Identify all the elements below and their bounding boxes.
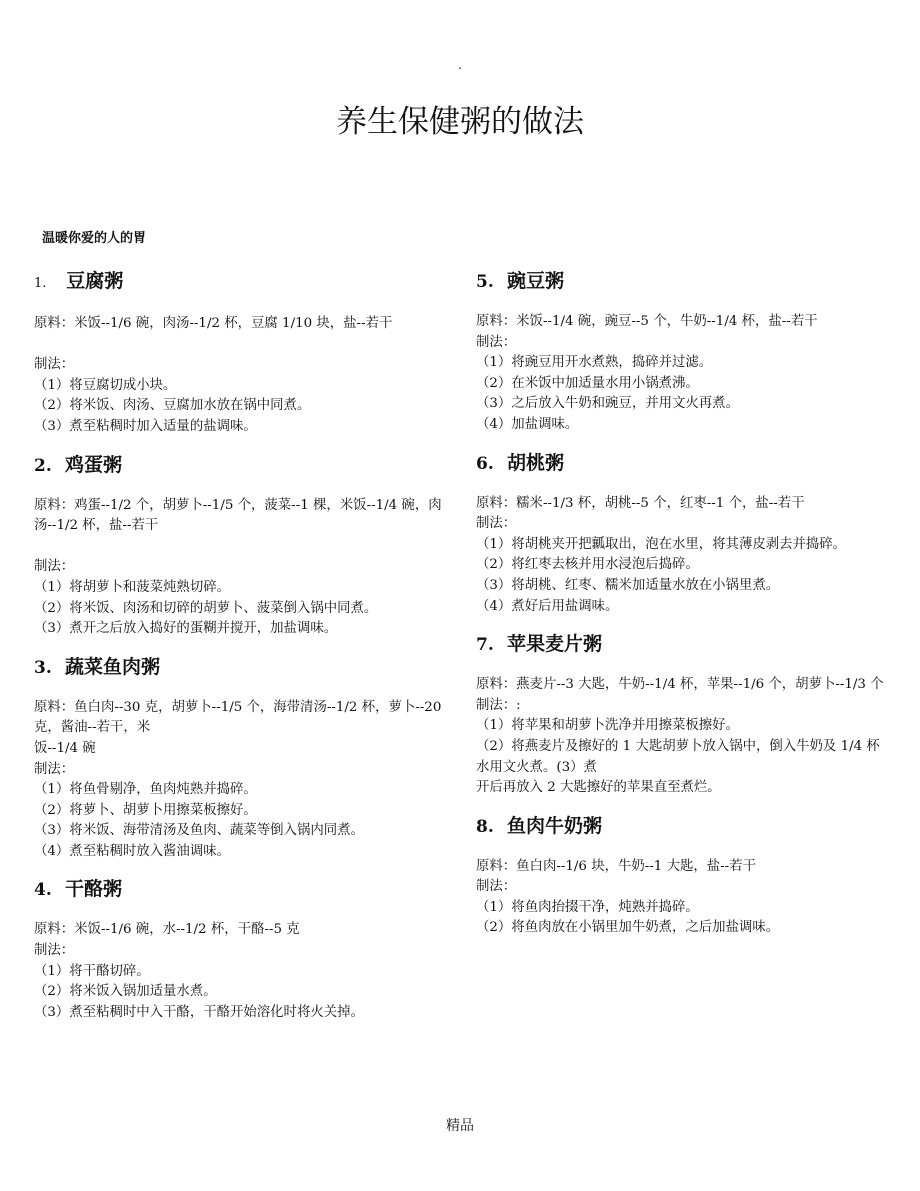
method-label: 制法： [34, 357, 75, 373]
method-label: 制法：: [476, 697, 521, 713]
recipe-heading [34, 876, 449, 903]
page-subtitle: 温暖你爱的人的胃 [42, 231, 147, 246]
recipe-step: （2）将米饭、肉汤和切碎的胡萝卜、菠菜倒入锅中同煮。 [34, 600, 378, 616]
recipe-number: 5. [476, 272, 494, 292]
recipe-step: （4）煮至粘稠时放入酱油调味。 [34, 843, 230, 859]
recipe-number: 4. [34, 880, 52, 901]
recipe-number: 1. [34, 276, 47, 291]
recipe-step: （3）将米饭、海带清汤及鱼肉、蔬菜等倒入锅内同煮。 [34, 823, 364, 839]
recipe-ingredients: 原料：鸡蛋--1/2 个，胡萝卜--1/5 个，菠菜--1 棵，米饭--1/4 碗，肉汤--1/2 杯，盐--若干 [34, 497, 442, 534]
recipe-name: 鱼肉牛奶粥 [506, 814, 602, 837]
method-label: 制法： [476, 516, 517, 532]
recipe-heading [34, 452, 449, 479]
recipe-heading [476, 268, 888, 295]
recipe-cheese [34, 876, 449, 1023]
recipe-fish-milk [476, 813, 888, 939]
recipe-step: （1）将胡桃夹开把瓤取出，泡在水里，将其薄皮剥去并捣碎。 [476, 536, 847, 552]
recipe-walnut [476, 450, 888, 618]
recipe-step: 开后再放入 2 大匙擦好的苹果直至煮烂。 [476, 780, 721, 796]
recipe-ingredients: 原料：燕麦片--3 大匙，牛奶--1/4 杯，苹果--1/6 个，胡萝卜--1/3 个 [476, 677, 884, 693]
recipe-heading [476, 813, 888, 840]
recipe-step: （3）煮至粘稠时加入适量的盐调味。 [34, 418, 257, 434]
recipe-step: （4）煮好后用盐调味。 [476, 598, 619, 614]
recipe-step: （2）将米饭、肉汤、豆腐加水放在锅中同煮。 [34, 398, 311, 414]
recipe-name: 蔬菜鱼肉粥 [64, 655, 160, 678]
recipe-ingredients: 原料：米饭--1/4 碗，豌豆--5 个，牛奶--1/4 杯，盐--若干 [476, 314, 818, 329]
recipe-number: 8. [476, 816, 494, 837]
method-label: 制法： [34, 761, 75, 777]
recipe-name: 豆腐粥 [66, 270, 124, 292]
recipe-step: （3）煮至粘稠时中入干酪，干酪开始溶化时将火关掉。 [34, 1004, 364, 1020]
recipe-name: 豌豆粥 [506, 270, 564, 292]
recipe-heading [34, 654, 449, 681]
recipe-step: （1）将鱼肉抬掇干净，炖熟并捣碎。 [476, 899, 699, 915]
right-column [476, 268, 888, 939]
recipe-ingredients: 原料：米饭--1/6 碗，肉汤--1/2 杯，豆腐 1/10 块，盐--若干 [34, 316, 393, 331]
recipe-tofu [34, 268, 449, 438]
recipe-heading [476, 631, 888, 658]
recipe-step: （2）将米饭入锅加适量水煮。 [34, 984, 217, 1000]
header-mark: . [458, 58, 462, 72]
recipe-name: 苹果麦片粥 [506, 633, 602, 656]
page-title: 养生保健粥的做法 [336, 104, 584, 140]
recipe-step: （1）将豆腐切成小块。 [34, 377, 177, 393]
recipe-name: 胡桃粥 [506, 451, 564, 474]
recipe-name: 鸡蛋粥 [64, 453, 122, 476]
recipe-step: （1）将干酪切碎。 [34, 963, 150, 979]
recipe-step: （1）将鱼骨剔净，鱼肉炖熟并捣碎。 [34, 782, 257, 798]
recipe-heading [34, 268, 449, 297]
recipe-step: （2）将萝卜、胡萝卜用擦菜板擦好。 [34, 802, 257, 818]
recipe-ingredients-cont: 饭--1/4 碗 [34, 740, 96, 756]
method-label: 制法： [34, 943, 75, 959]
recipe-step: （3）之后放入牛奶和豌豆，并用文火再煮。 [476, 396, 739, 412]
recipe-apple-oat [476, 631, 888, 799]
recipe-ingredients: 原料：鱼白肉--1/6 块，牛奶--1 大匙，盐--若干 [476, 858, 756, 874]
recipe-step: （3）将胡桃、红枣、糯米加适量水放在小锅里煮。 [476, 577, 780, 593]
recipe-vegetable-fish [34, 654, 449, 863]
recipe-ingredients: 原料：糯米--1/3 杯，胡桃--5 个，红枣--1 个，盐--若干 [476, 495, 805, 511]
method-label: 制法： [476, 334, 517, 350]
method-label: 制法： [34, 559, 75, 575]
page-footer: 精品 [446, 1118, 474, 1134]
recipe-step: （2）在米饭中加适量水用小锅煮沸。 [476, 375, 699, 391]
recipe-ingredients: 原料：米饭--1/6 碗，水--1/2 杯，干酪--5 克 [34, 922, 300, 938]
recipe-step: （2）将燕麦片及擦好的 1 大匙胡萝卜放入锅中，倒入牛奶及 1/4 杯水用文火煮。(3）煮 [476, 738, 880, 775]
recipe-step: （1）将胡萝卜和菠菜炖熟切碎。 [34, 579, 230, 595]
left-column [34, 268, 449, 1023]
recipe-step: （1）将豌豆用开水煮熟，捣碎并过滤。 [476, 355, 713, 371]
recipe-step: （4）加盐调味。 [476, 416, 579, 432]
recipe-step: （1）将苹果和胡萝卜洗净并用擦菜板擦好。 [476, 718, 739, 734]
recipe-step: （2）将鱼肉放在小锅里加牛奶煮，之后加盐调味。 [476, 920, 780, 936]
recipe-number: 3. [34, 657, 52, 678]
recipe-number: 2. [34, 455, 52, 476]
recipe-number: 6. [476, 453, 494, 474]
recipe-step: （3）煮开之后放入捣好的蛋糊并搅开，加盐调味。 [34, 621, 338, 637]
recipe-number: 7. [476, 635, 494, 656]
recipe-name: 干酪粥 [64, 878, 122, 901]
recipe-heading [476, 450, 888, 477]
recipe-ingredients: 原料：鱼白肉--30 克，胡萝卜--1/5 个，海带清汤--1/2 杯，萝卜--20 克，酱油--若干，米 [34, 699, 442, 736]
recipe-egg [34, 452, 449, 640]
method-label: 制法： [476, 879, 517, 895]
recipe-step: （2）将红枣去核并用水浸泡后捣碎。 [476, 557, 699, 573]
recipe-pea [476, 268, 888, 436]
